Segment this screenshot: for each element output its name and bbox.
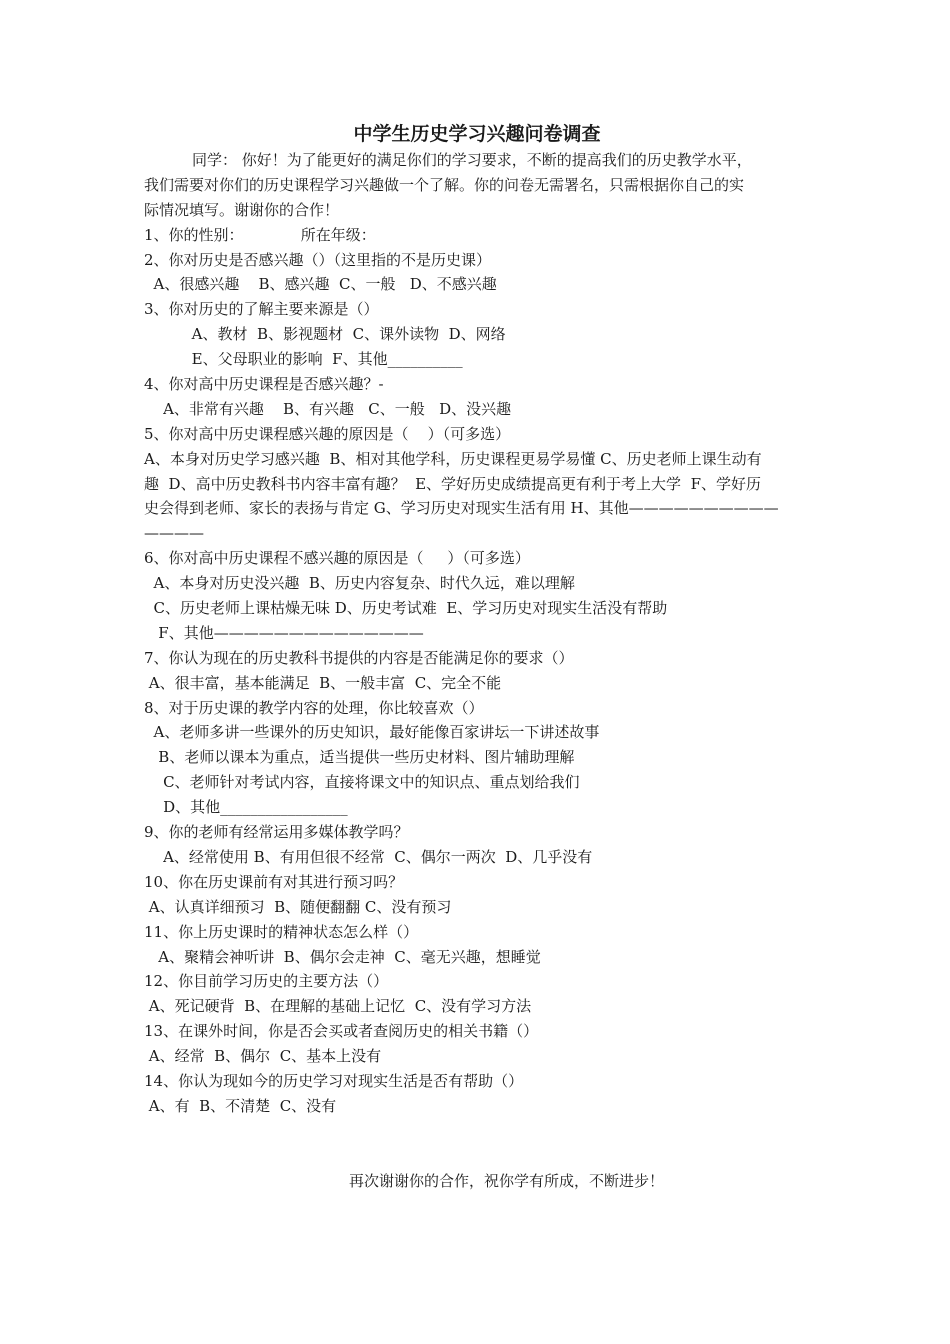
question-5-options: 趣 D、高中历史教科书内容丰富有趣？ E、学好历史成绩提高更有利于考上大学 F、学好历: [144, 474, 761, 493]
question-5-options: ————: [144, 524, 204, 543]
question-13: 13、在课外时间，你是否会买或者查阅历史的相关书籍（）: [144, 1022, 539, 1041]
question-9: 9、你的老师有经常运用多媒体教学吗？: [144, 823, 409, 842]
question-3-options: E、父母职业的影响 F、其他__________: [144, 350, 463, 369]
closing-thanks: 再次谢谢你的合作，祝你学有所成，不断进步！: [349, 1172, 665, 1190]
question-10-options: A、认真详细预习 B、随便翻翻 C、没有预习: [144, 897, 452, 916]
question-8: 8、对于历史课的教学内容的处理，你比较喜欢（）: [144, 698, 484, 717]
question-5-options: A、本身对历史学习感兴趣 B、相对其他学科，历史课程更易学易懂 C、历史老师上课生动有: [144, 449, 762, 468]
question-14-options: A、有 B、不清楚 C、没有: [144, 1096, 337, 1115]
question-14: 14、你认为现如今的历史学习对现实生活是否有帮助（）: [144, 1071, 524, 1090]
question-4-options: A、非常有兴趣 B、有兴趣 C、一般 D、没兴趣: [144, 399, 512, 418]
question-6: 6、你对高中历史课程不感兴趣的原因是（ ）（可多选）: [144, 549, 530, 568]
question-9-options: A、经常使用 B、有用但很不经常 C、偶尔一两次 D、几乎没有: [144, 847, 593, 866]
question-6-options: C、历史老师上课枯燥无味 D、历史考试难 E、学习历史对现实生活没有帮助: [144, 599, 668, 618]
question-7: 7、你认为现在的历史教科书提供的内容是否能满足你的要求（）: [144, 648, 574, 667]
question-11-options: A、聚精会神听讲 B、偶尔会走神 C、毫无兴趣，想睡觉: [144, 947, 541, 966]
questionnaire-page: [144, 120, 810, 1119]
question-7-options: A、很丰富，基本能满足 B、一般丰富 C、完全不能: [144, 673, 502, 692]
question-4: 4、你对高中历史课程是否感兴趣？-: [144, 375, 384, 394]
question-12: 12、你目前学习历史的主要方法（）: [144, 972, 389, 991]
question-3-options: A、教材 B、影视题材 C、课外读物 D、网络: [144, 325, 506, 344]
question-12-options: A、死记硬背 B、在理解的基础上记忆 C、没有学习方法: [144, 997, 532, 1016]
question-5: 5、你对高中历史课程感兴趣的原因是（ ）（可多选）: [144, 424, 511, 443]
question-10: 10、你在历史课前有对其进行预习吗？: [144, 872, 404, 891]
question-gender-grade: 1、你的性别： 所在年级：: [144, 225, 376, 244]
question-8-options: D、其他_________________: [144, 798, 348, 817]
question-6-options: A、本身对历史没兴趣 B、历史内容复杂、时代久远，难以理解: [144, 574, 575, 593]
question-2-options: A、很感兴趣 B、感兴趣 C、一般 D、不感兴趣: [144, 275, 497, 294]
question-3: 3、你对历史的了解主要来源是（）: [144, 300, 379, 319]
question-8-options: C、老师针对考试内容，直接将课文中的知识点、重点划给我们: [144, 773, 580, 792]
question-11: 11、你上历史课时的精神状态怎么样（）: [144, 922, 419, 941]
question-8-options: B、老师以课本为重点，适当提供一些历史材料、图片辅助理解: [144, 748, 575, 767]
question-13-options: A、经常 B、偶尔 C、基本上没有: [144, 1047, 382, 1066]
question-5-options: 史会得到老师、家长的表扬与肯定 G、学习历史对现实生活有用 H、其他——————————: [144, 499, 779, 518]
intro-line: 我们需要对你们的历史课程学习兴趣做一个了解。你的问卷无需署名，只需根据你自己的实: [144, 175, 745, 194]
question-6-options: F、其他——————————————: [144, 623, 424, 642]
intro-line: 际情况填写。谢谢你的合作！: [144, 200, 340, 219]
intro-line: 同学： 你好！为了能更好的满足你们的学习要求，不断的提高我们的历史教学水平，: [192, 151, 752, 169]
document-title: 中学生历史学习兴趣问卷调查: [353, 123, 601, 145]
question-2: 2、你对历史是否感兴趣（）（这里指的不是历史课）: [144, 250, 492, 269]
question-8-options: A、老师多讲一些课外的历史知识，最好能像百家讲坛一下讲述故事: [144, 723, 600, 742]
